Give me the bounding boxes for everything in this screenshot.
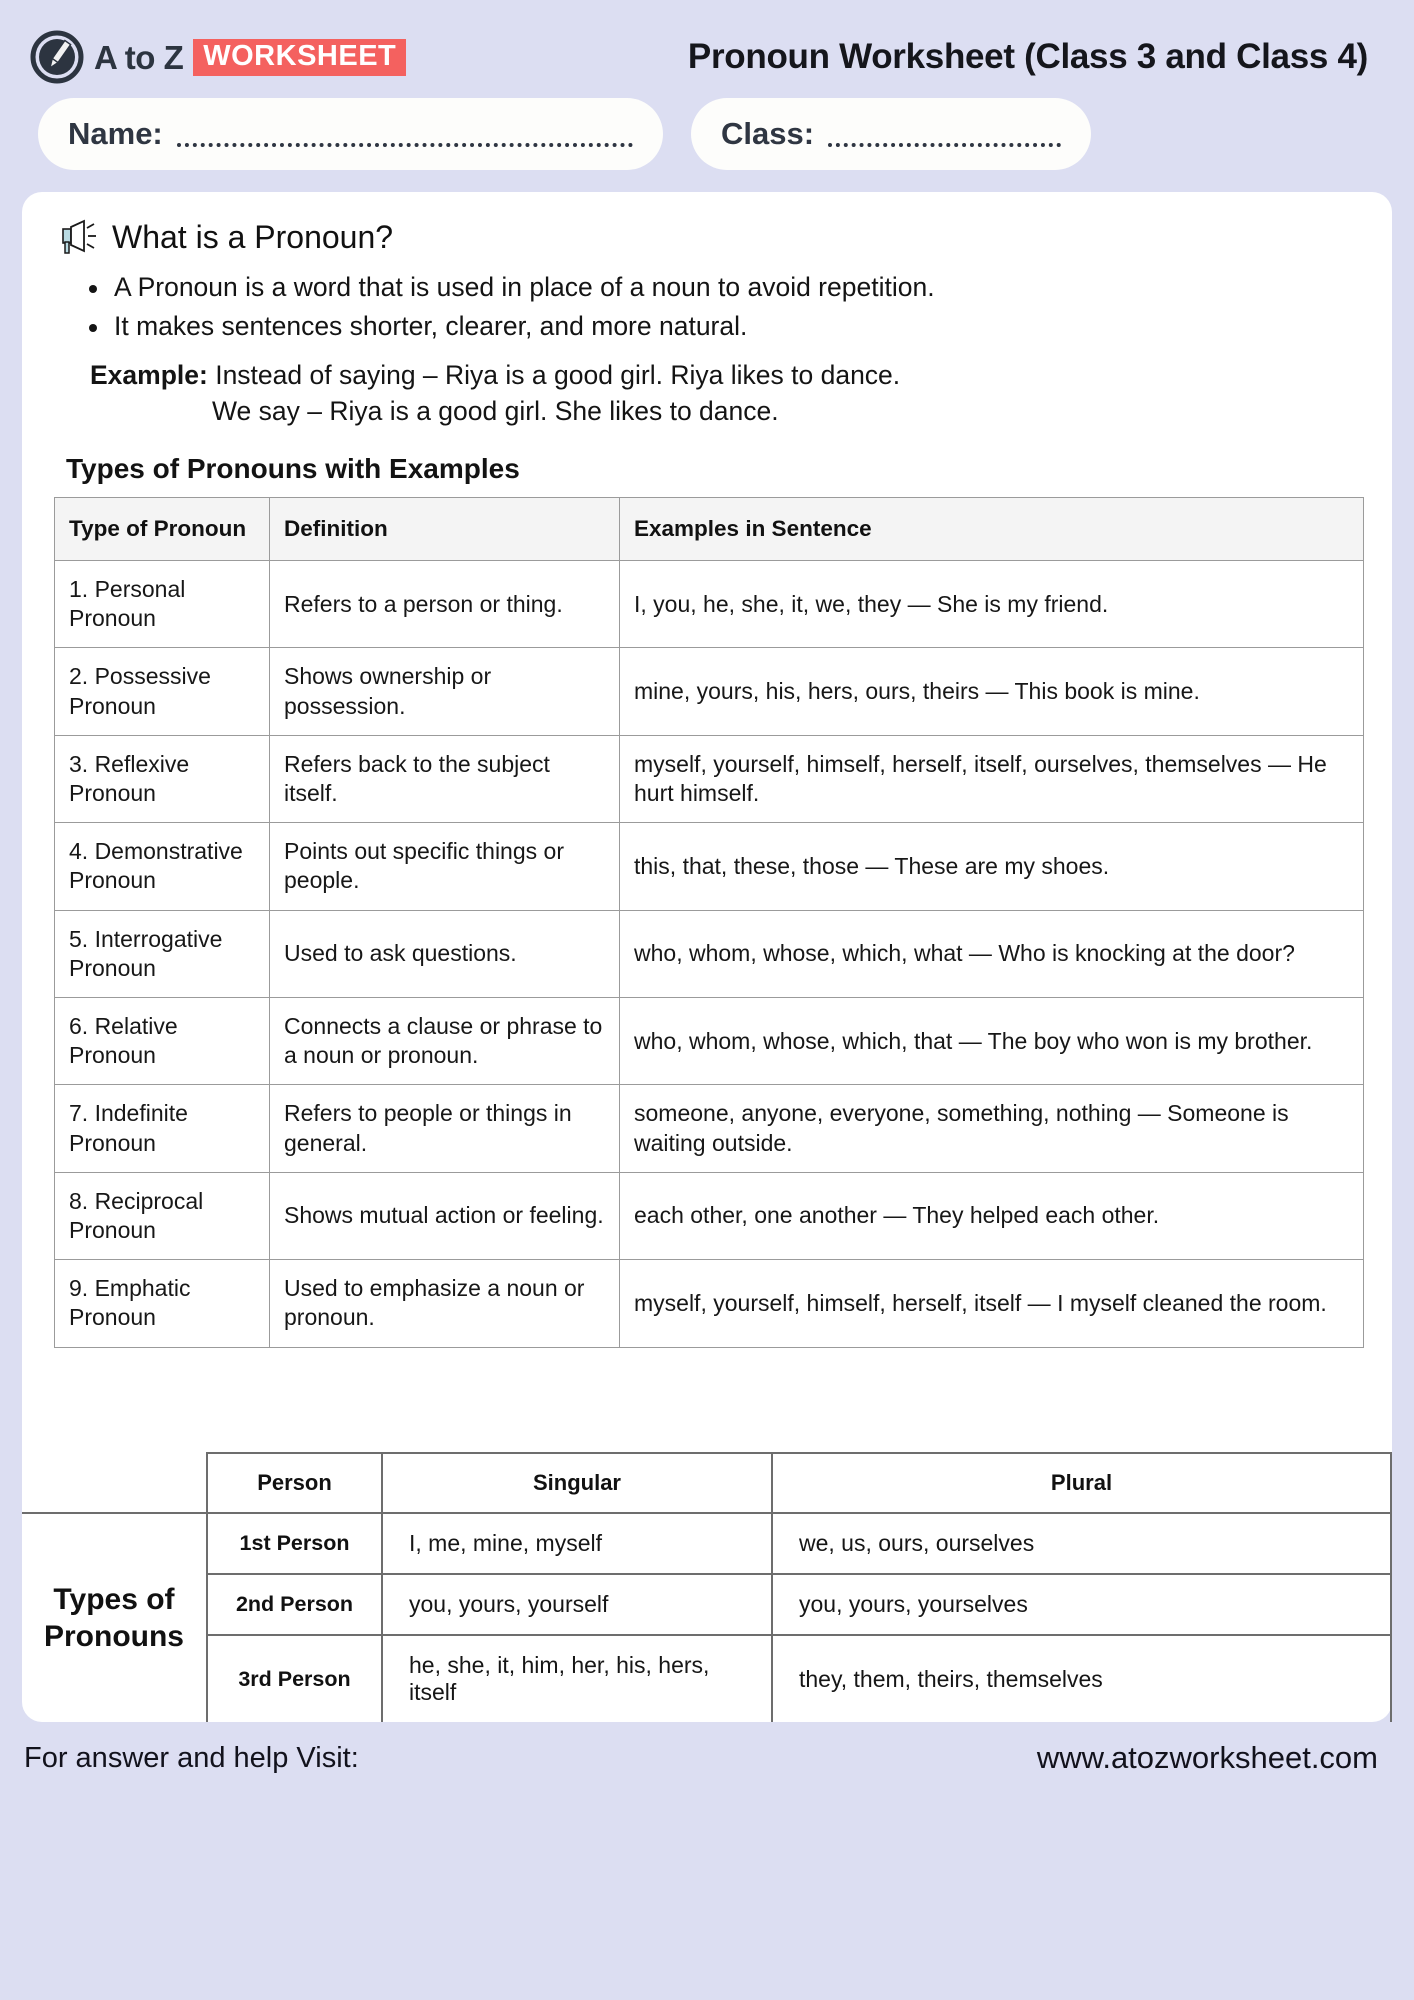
brand-name-worksheet: WORKSHEET bbox=[193, 39, 406, 76]
persons-row bbox=[22, 1513, 1391, 1574]
cell-definition: Connects a clause or phrase to a noun or pronoun. bbox=[270, 997, 620, 1084]
cell-definition: Shows ownership or possession. bbox=[270, 648, 620, 735]
cell-type: 1. Personal Pronoun bbox=[55, 560, 270, 647]
cell-singular: you, yours, yourself bbox=[382, 1574, 772, 1635]
footer-help-text: For answer and help Visit: bbox=[24, 1741, 359, 1774]
cell-person: 1st Person bbox=[207, 1513, 382, 1574]
table-row bbox=[55, 1172, 1364, 1259]
column-header-definition: Definition bbox=[270, 497, 620, 560]
cell-examples: someone, anyone, everyone, something, nothing — Someone is waiting outside. bbox=[620, 1085, 1364, 1172]
megaphone-icon bbox=[60, 218, 100, 256]
persons-row bbox=[22, 1635, 1391, 1722]
table-row bbox=[55, 735, 1364, 822]
cell-examples: myself, yourself, himself, herself, itself, ourselves, themselves — He hurt himself. bbox=[620, 735, 1364, 822]
cell-definition: Shows mutual action or feeling. bbox=[270, 1172, 620, 1259]
persons-row bbox=[22, 1574, 1391, 1635]
section-heading-text: What is a Pronoun? bbox=[112, 218, 394, 255]
cell-definition: Points out specific things or people. bbox=[270, 823, 620, 910]
persons-corner-blank bbox=[22, 1453, 207, 1513]
table-row bbox=[55, 1260, 1364, 1347]
page-footer bbox=[0, 1722, 1414, 1776]
name-field-box[interactable] bbox=[38, 98, 663, 170]
cell-plural: they, them, theirs, themselves bbox=[772, 1635, 1391, 1722]
table-row bbox=[55, 560, 1364, 647]
cell-singular: I, me, mine, myself bbox=[382, 1513, 772, 1574]
cell-definition: Refers to a person or thing. bbox=[270, 560, 620, 647]
example-line-2: We say – Riya is a good girl. She likes to dance. bbox=[212, 395, 779, 426]
example-label: Example: bbox=[90, 360, 208, 391]
footer-website-link[interactable]: www.atozworksheet.com bbox=[1036, 1740, 1378, 1775]
class-label: Class: bbox=[721, 116, 815, 151]
column-header-plural: Plural bbox=[772, 1453, 1391, 1513]
types-table-heading: Types of Pronouns with Examples bbox=[66, 452, 520, 484]
cell-person: 3rd Person bbox=[207, 1635, 382, 1722]
persons-card bbox=[22, 1452, 1392, 1722]
table-row bbox=[55, 910, 1364, 997]
list-item: A Pronoun is a word that is used in place of a noun to avoid repetition. bbox=[114, 268, 1362, 307]
cell-definition: Used to emphasize a noun or pronoun. bbox=[270, 1260, 620, 1347]
name-label: Name: bbox=[68, 116, 163, 151]
cell-examples: this, that, these, those — These are my shoes. bbox=[620, 823, 1364, 910]
table-row bbox=[55, 823, 1364, 910]
content-card bbox=[22, 192, 1392, 1452]
cell-type: 4. Demonstrative Pronoun bbox=[55, 823, 270, 910]
table-row bbox=[55, 648, 1364, 735]
page-title: Pronoun Worksheet (Class 3 and Class 4) bbox=[687, 37, 1368, 76]
cell-type: 7. Indefinite Pronoun bbox=[55, 1085, 270, 1172]
column-header-type: Type of Pronoun bbox=[55, 497, 270, 560]
cell-type: 6. Relative Pronoun bbox=[55, 997, 270, 1084]
cell-examples: mine, yours, his, hers, ours, theirs — This book is mine. bbox=[620, 648, 1364, 735]
cell-type: 8. Reciprocal Pronoun bbox=[55, 1172, 270, 1259]
persons-header-row bbox=[22, 1453, 1391, 1513]
cell-singular: he, she, it, him, her, his, hers, itself bbox=[382, 1635, 772, 1722]
cell-examples: each other, one another — They helped each other. bbox=[620, 1172, 1364, 1259]
pen-circle-logo-icon bbox=[30, 30, 84, 84]
class-field-box[interactable] bbox=[691, 98, 1091, 170]
example-line-1 bbox=[90, 358, 1362, 393]
cell-definition: Refers back to the subject itself. bbox=[270, 735, 620, 822]
cell-examples: who, whom, whose, which, what — Who is knocking at the door? bbox=[620, 910, 1364, 997]
column-header-examples: Examples in Sentence bbox=[620, 497, 1364, 560]
types-of-pronouns-label: Types of Pronouns bbox=[22, 1513, 207, 1722]
name-input-line[interactable] bbox=[177, 121, 633, 147]
student-info-row bbox=[0, 98, 1414, 170]
what-is-a-pronoun-heading bbox=[60, 218, 1362, 256]
pronoun-definition-list bbox=[52, 268, 1362, 346]
brand-name-atoz: A to Z bbox=[94, 38, 184, 76]
cell-definition: Used to ask questions. bbox=[270, 910, 620, 997]
cell-person: 2nd Person bbox=[207, 1574, 382, 1635]
cell-type: 3. Reflexive Pronoun bbox=[55, 735, 270, 822]
cell-type: 9. Emphatic Pronoun bbox=[55, 1260, 270, 1347]
types-of-pronouns-table bbox=[54, 497, 1364, 1348]
column-header-singular: Singular bbox=[382, 1453, 772, 1513]
table-header-row bbox=[55, 497, 1364, 560]
person-pronouns-table bbox=[22, 1452, 1392, 1722]
list-item: It makes sentences shorter, clearer, and more natural. bbox=[114, 307, 1362, 346]
cell-plural: we, us, ours, ourselves bbox=[772, 1513, 1391, 1574]
table-row bbox=[55, 1085, 1364, 1172]
brand-logo-group bbox=[30, 30, 406, 84]
cell-type: 2. Possessive Pronoun bbox=[55, 648, 270, 735]
column-header-person: Person bbox=[207, 1453, 382, 1513]
cell-definition: Refers to people or things in general. bbox=[270, 1085, 620, 1172]
page-header bbox=[0, 0, 1414, 98]
table-row bbox=[55, 997, 1364, 1084]
example-block bbox=[90, 358, 1362, 428]
cell-examples: I, you, he, she, it, we, they — She is my friend. bbox=[620, 560, 1364, 647]
example-text-1: Instead of saying – Riya is a good girl. Riya likes to dance. bbox=[215, 360, 901, 391]
cell-examples: myself, yourself, himself, herself, itself — I myself cleaned the room. bbox=[620, 1260, 1364, 1347]
cell-plural: you, yours, yourselves bbox=[772, 1574, 1391, 1635]
class-input-line[interactable] bbox=[828, 121, 1061, 147]
cell-type: 5. Interrogative Pronoun bbox=[55, 910, 270, 997]
cell-examples: who, whom, whose, which, that — The boy who won is my brother. bbox=[620, 997, 1364, 1084]
